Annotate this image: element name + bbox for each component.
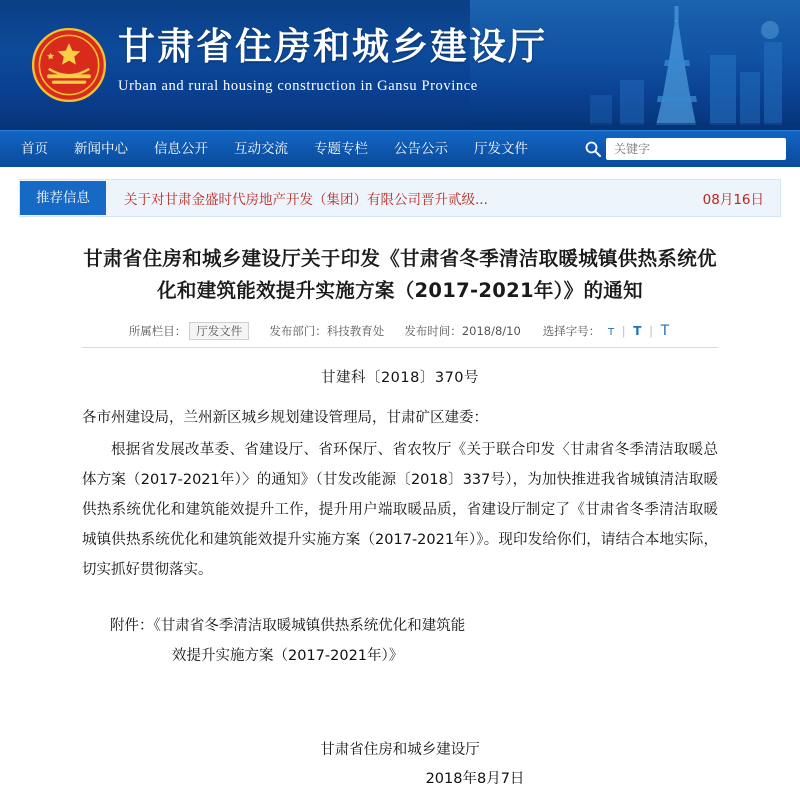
nav-item-topics[interactable]: 专题专栏: [314, 141, 368, 157]
meta-date-value: 2018/8/10: [461, 324, 521, 338]
meta-column: [129, 323, 250, 339]
notice-headline-link[interactable]: 关于对甘肃金盛时代房地产开发（集团）有限公司晋升贰级...: [124, 192, 488, 208]
search-input[interactable]: [612, 141, 784, 157]
notice-date: 08月16日: [702, 192, 764, 208]
nav-item-info-disclosure[interactable]: 信息公开: [154, 141, 208, 157]
nav-item-department-documents[interactable]: 厅发文件: [474, 141, 528, 157]
font-size-small-button[interactable]: T: [607, 327, 615, 338]
meta-column-value: 厅发文件: [189, 322, 249, 340]
signature-date: 2018年8月7日: [425, 771, 525, 787]
attachment-line-2: 效提升实施方案（2017-2021年）》: [172, 648, 404, 664]
nav-item-news[interactable]: 新闻中心: [74, 141, 128, 157]
attachment-block: [82, 611, 718, 671]
article-meta: [82, 323, 718, 348]
meta-date-label: 发布时间：: [404, 324, 462, 338]
font-size-medium-button[interactable]: T: [633, 324, 642, 338]
page-title: 甘肃省住房和城乡建设厅关于印发《甘肃省冬季清洁取暖城镇供热系统优化和建筑能效提升实施方案（2017-2021年）》的通知: [83, 247, 717, 302]
national-emblem-icon: [30, 26, 108, 104]
font-size-large-button[interactable]: T: [660, 323, 670, 339]
search-box[interactable]: [606, 138, 786, 160]
salutation-paragraph: 各市州建设局，兰州新区城乡规划建设管理局，甘肃矿区建委：: [82, 410, 488, 426]
header-title-block: [118, 24, 547, 95]
meta-department-label: 发布部门：: [269, 324, 327, 338]
meta-publish-date: [404, 323, 520, 339]
nav-item-announcements[interactable]: 公告公示: [394, 141, 448, 157]
meta-column-label: 所属栏目：: [128, 324, 187, 338]
document-number: 甘建科〔2018〕370号: [320, 370, 480, 386]
font-size-separator-2: |: [649, 324, 653, 338]
font-size-selector: [541, 323, 671, 339]
signature: 甘肃省住房和城乡建设厅: [320, 742, 480, 758]
nav-item-list: [0, 131, 541, 167]
font-size-label: 选择字号：: [542, 324, 601, 338]
site-title-cn: 甘肃省住房和城乡建设厅: [118, 25, 547, 68]
body-paragraph-1: 根据省发展改革委、省建设厅、省环保厅、省农牧厅《关于联合印发〈甘肃省冬季清洁取暖总体方案（2017-2021年）〉的通知》（甘发改能源〔2018〕337号），为加快推进我省城镇清洁取暖供热系统优化和建筑能效提升工作，提升用户端取暖品质，省建设厅制定了《甘肃省冬季清洁取暖城镇供热系统优化和建筑能效提升实施方案（2017-2021年）》。现印发给你们，请结合本地实际，切实抓好贯彻落实。: [82, 442, 718, 578]
search-icon: [584, 140, 602, 158]
site-header: [0, 0, 800, 130]
article-container: [82, 217, 718, 788]
site-title-en: Urban and rural housing construction in Gansu Province: [118, 78, 478, 94]
meta-department-value: 科技教育处: [326, 324, 385, 338]
attachment-line-1: 附件：《甘肃省冬季清洁取暖城镇供热系统优化和建筑能: [110, 618, 466, 634]
nav-item-home[interactable]: 首页: [21, 141, 48, 157]
meta-department: [269, 323, 384, 339]
document-body: [82, 403, 718, 585]
recommended-notice-bar: [19, 179, 781, 217]
notice-tag: 推荐信息: [20, 181, 106, 215]
nav-item-interaction[interactable]: 互动交流: [234, 141, 288, 157]
main-navigation: [0, 130, 800, 167]
font-size-separator-1: |: [621, 324, 626, 338]
